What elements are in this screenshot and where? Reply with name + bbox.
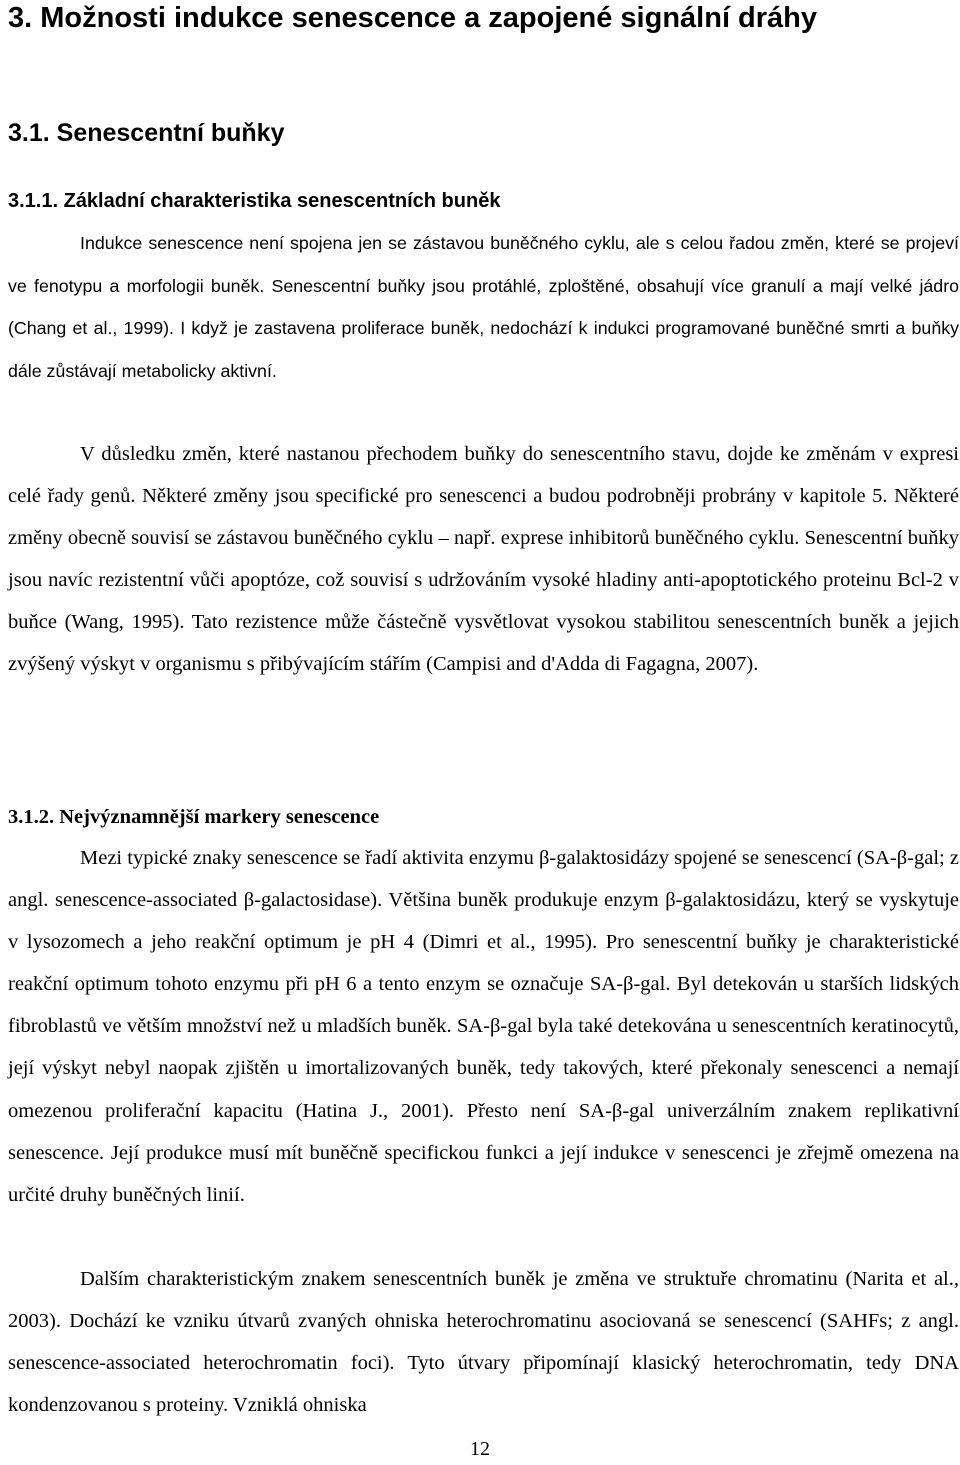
body-paragraph: Dalším charakteristickým znakem senescentních buněk je změna ve struktuře chromatinu (Narita et al., 2003). Dochází ke vzniku útvarů zvaných ohniska heterochromatinu asociovaná se senescencí (SAHFs; z angl. senescence-associated heterochromatin foci). Tyto útvary připomínají klasický heterochromatin, tedy DNA kondenzovanou s proteiny. Vzniklá ohniska — [8, 1268, 959, 1417]
body-paragraph: V důsledku změn, které nastanou přechodem buňky do senescentního stavu, dojde ke změnám v expresi celé řady genů. Některé změny jsou specifické pro senescenci a budou podrobněji probrány v kapitole 5. Některé změny obecně souvisí se zástavou buněčného cyklu – např. exprese inhibitorů buněčného cyklu. Senescentní buňky jsou navíc rezistentní vůči apoptóze, což souvisí s udržováním vysoké hladiny anti-apoptotického proteinu Bcl-2 v buňce (Wang, 1995). Tato rezistence může částečně vysvětlovat vysokou stabilitou senescentních buněk a jejich zvýšený výskyt v organismu s přibývajícím stářím (Campisi and d'Adda di Fagagna, 2007). — [8, 443, 959, 676]
chapter-title: 3. Možnosti indukce senescence a zapojené signální dráhy — [8, 2, 818, 34]
section-title: 3.1. Senescentní buňky — [8, 119, 285, 147]
body-paragraph: Indukce senescence není spojena jen se zástavou buněčného cyklu, ale s celou řadou změn, které se projeví ve fenotypu a morfologii buněk. Senescentní buňky jsou protáhlé, zploštěné, obsahují více granulí a mají velké jádro (Chang et al., 1999). I když je zastavena proliferace buněk, nedochází k indukci programované buněčné smrti a buňky dále zůstávají metabolicky aktivní. — [8, 233, 959, 381]
body-paragraph: Mezi typické znaky senescence se řadí aktivita enzymu β-galaktosidázy spojené se senescencí (SA-β-gal; z angl. senescence-associated β-galactosidase). Většina buněk produkuje enzym β-galaktosidázu, který se vyskytuje v lysozomech a jeho reakční optimum je pH 4 (Dimri et al., 1995). Pro senescentní buňky je charakteristické reakční optimum tohoto enzymu při pH 6 a tento enzym se označuje SA-β-gal. Byl detekován u starších lidských fibroblastů ve větším množství než u mladších buněk. SA-β-gal byla také detekována u senescentních keratinocytů, její výskyt nebyl naopak zjištěn u imortalizovaných buněk, tedy takových, které překonaly senescenci a nemají omezenou proliferační kapacitu (Hatina J., 2001). Přesto není SA-β-gal univerzálním znakem replikativní senescence. Její produkce musí mít buněčně specifickou funkci a její indukce v senescenci je zřejmě omezena na určité druhy buněčných linií. — [8, 847, 959, 1206]
page-number: 12 — [470, 1438, 490, 1460]
subsection-title: 3.1.1. Základní charakteristika senescentních buněk — [8, 190, 501, 212]
subsection-title: 3.1.2. Nejvýznamnější markery senescence — [8, 806, 380, 828]
